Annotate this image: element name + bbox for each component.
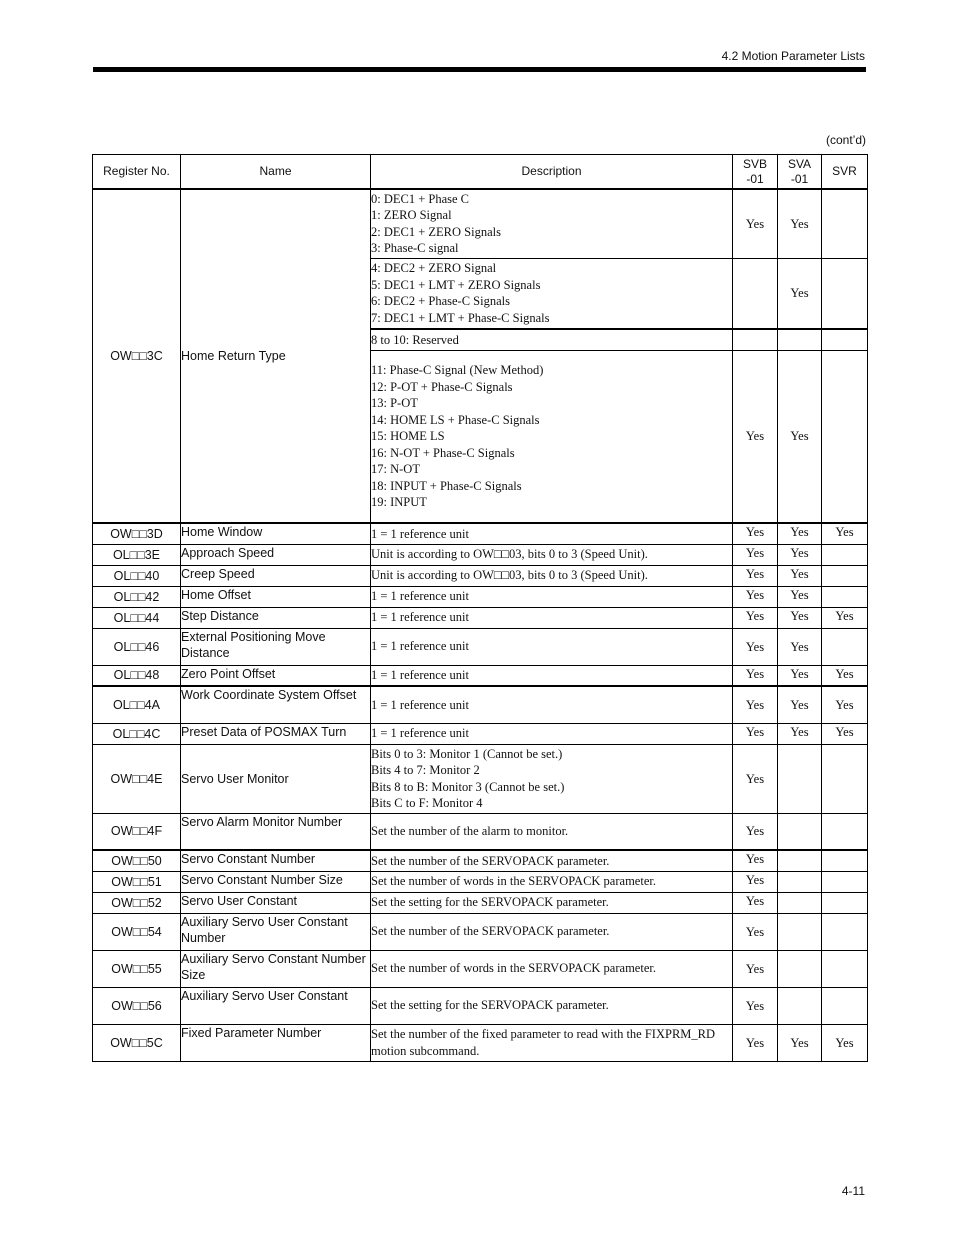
register-cell: OL□□48 xyxy=(93,665,181,686)
description-cell: 1 = 1 reference unit xyxy=(371,665,733,686)
sva-cell xyxy=(778,913,822,950)
desc-line: Bits 8 to B: Monitor 3 (Cannot be set.) xyxy=(371,779,565,794)
desc-line: 7: DEC1 + LMT + Phase-C Signals xyxy=(371,310,550,325)
sva-cell: Yes xyxy=(778,628,822,665)
description-cell xyxy=(371,744,733,813)
sva-cell: Yes xyxy=(778,523,822,544)
table-row xyxy=(93,850,868,871)
sva-cell: Yes xyxy=(778,723,822,744)
name-cell: Work Coordinate System Offset xyxy=(181,686,371,723)
svb-cell: Yes xyxy=(733,523,778,544)
sva-cell: Yes xyxy=(778,665,822,686)
sva-cell: Yes xyxy=(778,544,822,565)
sva-cell xyxy=(778,871,822,892)
desc-line: 13: P-OT xyxy=(371,396,418,410)
table-row xyxy=(93,744,868,813)
description-cell: Set the number of words in the SERVOPACK parameter. xyxy=(371,871,733,892)
table-row xyxy=(93,1024,868,1061)
table-row xyxy=(93,813,868,850)
svr-cell xyxy=(822,871,868,892)
register-cell: OL□□40 xyxy=(93,565,181,586)
svr-cell xyxy=(822,913,868,950)
header-svb-line2: -01 xyxy=(746,171,764,186)
name-cell: External Positioning Move Distance xyxy=(181,628,371,665)
svr-cell xyxy=(822,565,868,586)
desc-line: 17: N-OT xyxy=(371,462,420,476)
table-row xyxy=(93,950,868,987)
table-row xyxy=(93,586,868,607)
register-cell: OW□□4E xyxy=(93,744,181,813)
desc-line: 12: P-OT + Phase-C Signals xyxy=(371,379,513,394)
svb-cell: Yes xyxy=(733,913,778,950)
description-cell: Set the number of words in the SERVOPACK parameter. xyxy=(371,950,733,987)
desc-line: 1: ZERO Signal xyxy=(371,208,452,223)
sva-cell xyxy=(778,987,822,1024)
desc-line: 11: Phase-C Signal (New Method) xyxy=(371,363,544,377)
table-row xyxy=(93,723,868,744)
table-row xyxy=(93,871,868,892)
svb-cell: Yes xyxy=(733,744,778,813)
register-cell: OL□□46 xyxy=(93,628,181,665)
description-cell: 8 to 10: Reserved xyxy=(371,329,733,350)
svr-cell xyxy=(822,850,868,871)
name-cell: Servo Constant Number Size xyxy=(181,871,371,892)
description-cell: Set the setting for the SERVOPACK parameter. xyxy=(371,892,733,913)
name-cell: Approach Speed xyxy=(181,544,371,565)
description-cell: 1 = 1 reference unit xyxy=(371,723,733,744)
svb-cell xyxy=(733,329,778,350)
svr-cell xyxy=(822,744,868,813)
register-cell: OL□□44 xyxy=(93,607,181,628)
desc-line: 2: DEC1 + ZERO Signals xyxy=(371,224,501,239)
name-cell: Auxiliary Servo User Constant xyxy=(181,987,371,1024)
register-cell: OL□□3E xyxy=(93,544,181,565)
table-row xyxy=(93,607,868,628)
name-cell: Servo User Constant xyxy=(181,892,371,913)
svr-cell xyxy=(822,950,868,987)
header-name: Name xyxy=(181,155,371,190)
register-cell: OW□□54 xyxy=(93,913,181,950)
svb-cell: Yes xyxy=(733,565,778,586)
name-cell: Servo Alarm Monitor Number xyxy=(181,813,371,850)
desc-line: 16: N-OT + Phase-C Signals xyxy=(371,445,515,460)
sva-cell: Yes xyxy=(778,586,822,607)
sva-cell xyxy=(778,744,822,813)
name-cell: Auxiliary Servo User Constant Number xyxy=(181,913,371,950)
register-cell: OL□□42 xyxy=(93,586,181,607)
svb-cell: Yes xyxy=(733,813,778,850)
desc-line: 6: DEC2 + Phase-C Signals xyxy=(371,294,510,309)
name-cell: Preset Data of POSMAX Turn xyxy=(181,723,371,744)
register-cell: OW□□3C xyxy=(93,189,181,523)
name-cell: Auxiliary Servo Constant Number Size xyxy=(181,950,371,987)
desc-line: Bits 0 to 3: Monitor 1 (Cannot be set.) xyxy=(371,746,563,761)
register-cell: OW□□3D xyxy=(93,523,181,544)
register-cell: OW□□55 xyxy=(93,950,181,987)
sva-cell xyxy=(778,813,822,850)
motion-parameter-table xyxy=(92,154,868,1062)
register-cell: OL□□4C xyxy=(93,723,181,744)
desc-line: 5: DEC1 + LMT + ZERO Signals xyxy=(371,277,541,292)
svb-cell: Yes xyxy=(733,850,778,871)
sva-cell: Yes xyxy=(778,189,822,258)
description-cell: 1 = 1 reference unit xyxy=(371,686,733,723)
name-cell: Home Return Type xyxy=(181,189,371,523)
name-cell: Home Window xyxy=(181,523,371,544)
description-cell xyxy=(371,258,733,329)
desc-line: 0: DEC1 + Phase C xyxy=(371,191,470,206)
svb-cell: Yes xyxy=(733,189,778,258)
description-cell: Set the number of the SERVOPACK parameter. xyxy=(371,913,733,950)
svb-cell: Yes xyxy=(733,665,778,686)
table-row xyxy=(93,686,868,723)
table-row xyxy=(93,665,868,686)
register-cell: OW□□51 xyxy=(93,871,181,892)
svb-cell: Yes xyxy=(733,892,778,913)
description-cell: Set the setting for the SERVOPACK parameter. xyxy=(371,987,733,1024)
description-cell: 1 = 1 reference unit xyxy=(371,586,733,607)
desc-line: 4: DEC2 + ZERO Signal xyxy=(371,261,497,276)
svb-cell: Yes xyxy=(733,544,778,565)
sva-cell xyxy=(778,850,822,871)
svb-cell: Yes xyxy=(733,350,778,523)
header-svr: SVR xyxy=(822,155,868,190)
svr-cell: Yes xyxy=(822,523,868,544)
header-rule xyxy=(93,67,866,72)
desc-line: 3: Phase-C signal xyxy=(371,241,459,256)
sva-cell: Yes xyxy=(778,1024,822,1061)
svr-cell xyxy=(822,892,868,913)
table-row xyxy=(93,544,868,565)
table-row xyxy=(93,189,868,258)
page-number: 4-11 xyxy=(841,1184,865,1198)
description-cell: Set the number of the SERVOPACK parameter. xyxy=(371,850,733,871)
table-row xyxy=(93,628,868,665)
svr-cell xyxy=(822,329,868,350)
svr-cell xyxy=(822,628,868,665)
header-sva xyxy=(778,155,822,190)
sva-cell: Yes xyxy=(778,258,822,329)
svb-cell xyxy=(733,258,778,329)
table-row xyxy=(93,913,868,950)
header-sva-line2: -01 xyxy=(790,171,809,186)
desc-line: Bits 4 to 7: Monitor 2 xyxy=(371,763,480,777)
running-header: 4.2 Motion Parameter Lists xyxy=(721,49,865,63)
register-cell: OW□□5C xyxy=(93,1024,181,1061)
description-cell: 1 = 1 reference unit xyxy=(371,523,733,544)
svr-cell xyxy=(822,189,868,258)
svb-cell: Yes xyxy=(733,950,778,987)
svb-cell: Yes xyxy=(733,871,778,892)
name-cell: Servo Constant Number xyxy=(181,850,371,871)
svr-cell: Yes xyxy=(822,723,868,744)
table-row xyxy=(93,892,868,913)
svr-cell: Yes xyxy=(822,665,868,686)
header-sva-line1: SVA xyxy=(787,156,812,171)
continued-label: (cont’d) xyxy=(825,133,866,147)
sva-cell: Yes xyxy=(778,686,822,723)
svr-cell: Yes xyxy=(822,686,868,723)
sva-cell xyxy=(778,892,822,913)
desc-line: 18: INPUT + Phase-C Signals xyxy=(371,478,522,493)
sva-cell: Yes xyxy=(778,350,822,523)
desc-line: 19: INPUT xyxy=(371,495,427,509)
header-svb-line1: SVB xyxy=(742,156,767,171)
description-cell: Unit is according to OW□□03, bits 0 to 3 (Speed Unit). xyxy=(371,565,733,586)
desc-line: 15: HOME LS xyxy=(371,429,445,443)
table-header-row xyxy=(93,155,868,190)
description-cell: 1 = 1 reference unit xyxy=(371,607,733,628)
name-cell: Creep Speed xyxy=(181,565,371,586)
name-cell: Zero Point Offset xyxy=(181,665,371,686)
svr-cell xyxy=(822,987,868,1024)
sva-cell: Yes xyxy=(778,607,822,628)
svb-cell: Yes xyxy=(733,987,778,1024)
register-cell: OW□□50 xyxy=(93,850,181,871)
desc-line: Bits C to F: Monitor 4 xyxy=(371,796,483,810)
sva-cell: Yes xyxy=(778,565,822,586)
register-cell: OW□□4F xyxy=(93,813,181,850)
svb-cell: Yes xyxy=(733,723,778,744)
description-cell xyxy=(371,189,733,258)
table-row xyxy=(93,987,868,1024)
description-cell: 1 = 1 reference unit xyxy=(371,628,733,665)
svr-cell xyxy=(822,544,868,565)
table-row xyxy=(93,565,868,586)
svr-cell xyxy=(822,350,868,523)
description-cell: Set the number of the fixed parameter to read with the FIXPRM_RD motion subcommand. xyxy=(371,1024,733,1061)
register-cell: OW□□52 xyxy=(93,892,181,913)
header-svb xyxy=(733,155,778,190)
name-cell: Home Offset xyxy=(181,586,371,607)
desc-line: 14: HOME LS + Phase-C Signals xyxy=(371,412,540,427)
svr-cell: Yes xyxy=(822,607,868,628)
header-register-no: Register No. xyxy=(93,155,181,190)
name-cell: Fixed Parameter Number xyxy=(181,1024,371,1061)
register-cell: OL□□4A xyxy=(93,686,181,723)
description-cell: Unit is according to OW□□03, bits 0 to 3 (Speed Unit). xyxy=(371,544,733,565)
svb-cell: Yes xyxy=(733,686,778,723)
svb-cell: Yes xyxy=(733,607,778,628)
description-cell: Set the number of the alarm to monitor. xyxy=(371,813,733,850)
description-cell xyxy=(371,350,733,523)
svr-cell xyxy=(822,258,868,329)
svb-cell: Yes xyxy=(733,628,778,665)
svr-cell xyxy=(822,586,868,607)
svr-cell xyxy=(822,813,868,850)
register-cell: OW□□56 xyxy=(93,987,181,1024)
svb-cell: Yes xyxy=(733,586,778,607)
sva-cell xyxy=(778,950,822,987)
name-cell: Step Distance xyxy=(181,607,371,628)
name-cell: Servo User Monitor xyxy=(181,744,371,813)
svb-cell: Yes xyxy=(733,1024,778,1061)
header-description: Description xyxy=(371,155,733,190)
table-row xyxy=(93,523,868,544)
sva-cell xyxy=(778,329,822,350)
svr-cell: Yes xyxy=(822,1024,868,1061)
